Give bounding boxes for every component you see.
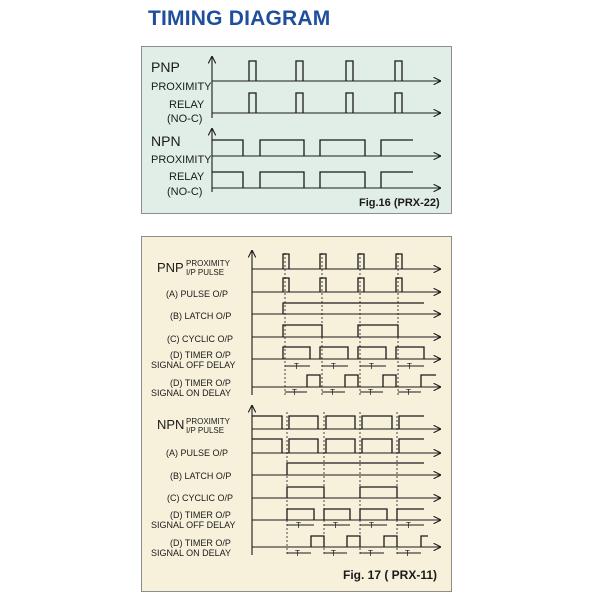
fig16-npn-relay-wave (212, 172, 413, 188)
fig16-pnp-label: PNP (151, 59, 180, 75)
svg-text:T: T (295, 549, 300, 558)
fig16-pnp-relay-pulses (249, 93, 402, 113)
fig16-npn-relay-label: RELAY (169, 171, 205, 183)
fig16-pnp-proximity-label: PROXIMITY (151, 81, 212, 93)
fig17-pnp-proximity-pulses (283, 254, 402, 269)
fig16-pnp-relay-label: RELAY (169, 99, 205, 111)
svg-text:T: T (331, 549, 336, 558)
fig17-npn-latch-output (287, 463, 424, 475)
svg-text:T: T (405, 549, 410, 558)
fig16-npn-noc-label: (NO-C) (167, 186, 203, 198)
fig17-pnp-ip-pulse-label: I/P PULSE (186, 268, 225, 277)
fig17-npn-ip-pulse-label: I/P PULSE (186, 426, 225, 435)
fig17-pnp-latch-label: (B) LATCH O/P (170, 311, 232, 321)
fig17-pnp-timer-off-output (283, 347, 424, 359)
fig17-pnp-dashed-markers (285, 253, 398, 395)
page-title: TIMING DIAGRAM (148, 7, 331, 30)
fig17-npn-signal-off-label: SIGNAL OFF DELAY (151, 520, 236, 530)
fig17-pnp-signal-off-label: SIGNAL OFF DELAY (151, 360, 236, 370)
svg-text:T: T (333, 521, 338, 530)
fig17-pnp-signal-on-label: SIGNAL ON DELAY (151, 388, 232, 398)
fig17-pnp-cyclic-output (283, 325, 398, 337)
svg-text:T: T (406, 388, 411, 397)
fig17-npn-label: NPN (157, 417, 185, 432)
svg-text:T: T (369, 362, 374, 371)
fig17-npn-proximity-wave (252, 416, 424, 429)
fig17-npn-timer-off-label: (D) TIMER O/P (170, 510, 231, 520)
svg-text:T: T (292, 388, 297, 397)
fig17-pnp-timer-on-label: (D) TIMER O/P (170, 378, 231, 388)
fig17-pnp-proximity-label: PROXIMITY (186, 259, 231, 268)
fig16-diagram (151, 56, 441, 209)
fig17-caption: Fig. 17 ( PRX-11) (343, 568, 438, 582)
fig17-npn-dashed-markers (287, 412, 397, 556)
fig16-npn-proximity-wave (212, 140, 413, 156)
fig17-npn-pulse-output (252, 439, 424, 453)
fig17-pnp-t-markers (285, 362, 424, 397)
svg-text:T: T (369, 521, 374, 530)
svg-text:T: T (407, 362, 412, 371)
fig17-diagram (151, 250, 441, 582)
fig17-pnp-label: PNP (157, 260, 184, 275)
fig17-npn-timer-on-label: (D) TIMER O/P (170, 538, 231, 548)
svg-text:T: T (406, 521, 411, 530)
svg-text:T: T (296, 521, 301, 530)
fig17-npn-timer-off-output (287, 509, 424, 520)
fig17-pnp-latch-output (283, 303, 424, 314)
fig17-pnp-timer-on-output (307, 375, 436, 387)
fig17-npn-pulse-label: (A) PULSE O/P (166, 448, 229, 458)
fig17-npn-t-markers (287, 521, 424, 558)
fig17-pnp-pulse-output (283, 278, 402, 292)
fig16-caption: Fig.16 (PRX-22) (359, 197, 440, 209)
fig16-pnp-proximity-pulses (249, 61, 402, 81)
svg-text:T: T (294, 362, 299, 371)
fig17-npn-cyclic-output (287, 487, 397, 498)
fig17-pnp-pulse-label: (A) PULSE O/P (166, 289, 229, 299)
fig17-npn-latch-label: (B) LATCH O/P (170, 471, 232, 481)
fig17-npn-cyclic-label: (C) CYCLIC O/P (167, 493, 234, 503)
svg-text:T: T (368, 549, 373, 558)
fig17-npn-proximity-label: PROXIMITY (186, 417, 231, 426)
fig17-npn-signal-on-label: SIGNAL ON DELAY (151, 548, 232, 558)
fig16-npn-proximity-label: PROXIMITY (151, 154, 212, 166)
fig17-pnp-cyclic-label: (C) CYCLIC O/P (167, 334, 234, 344)
svg-text:T: T (368, 388, 373, 397)
fig17-npn-timer-on-output (311, 536, 428, 547)
fig17-pnp-timer-off-label: (D) TIMER O/P (170, 350, 231, 360)
fig16-pnp-noc-label: (NO-C) (167, 113, 203, 125)
svg-text:T: T (331, 362, 336, 371)
svg-text:T: T (330, 388, 335, 397)
fig16-npn-label: NPN (151, 133, 181, 149)
